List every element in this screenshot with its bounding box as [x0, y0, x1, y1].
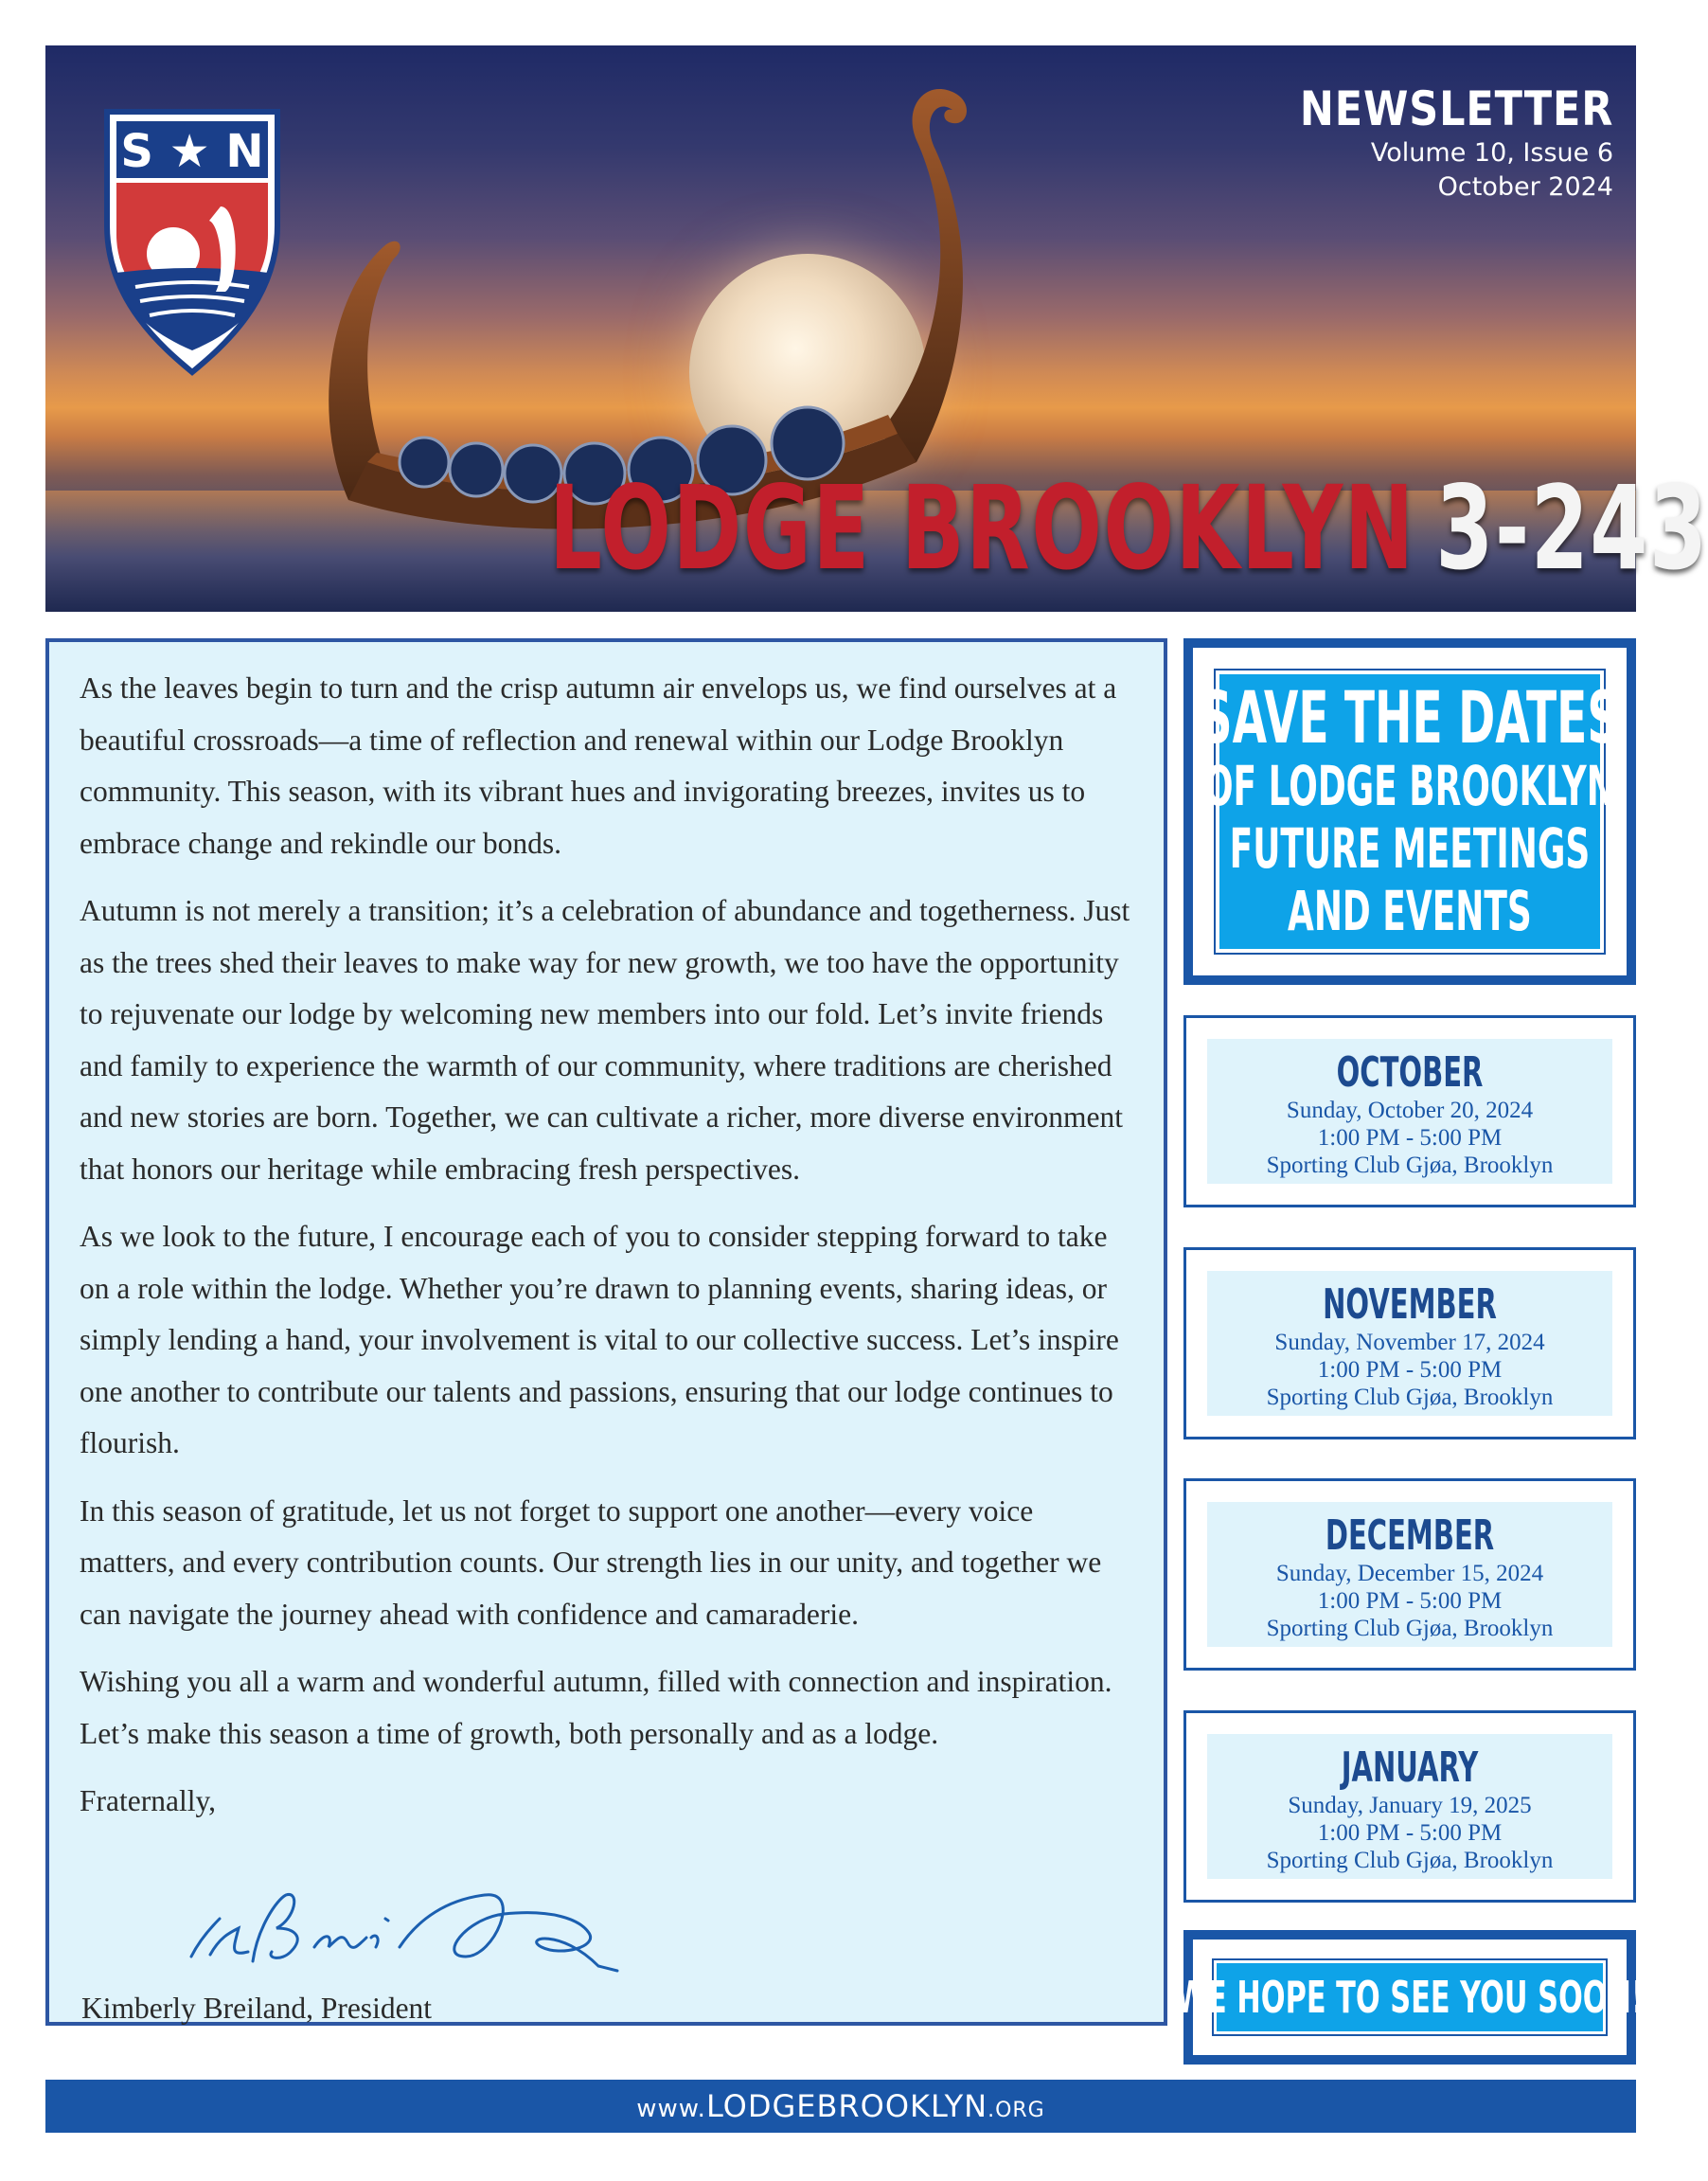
see-you-soon-panel	[1175, 1960, 1645, 2034]
footer-bar	[45, 2080, 1636, 2133]
event-card-october	[1183, 1015, 1636, 1207]
event-card-body	[1207, 1734, 1612, 1879]
event-date: Sunday, November 17, 2024	[1274, 1330, 1545, 1355]
lodge-title	[549, 453, 1708, 604]
save-the-dates-line: AND EVENTS	[1288, 879, 1532, 943]
sons-of-norway-logo	[98, 102, 287, 377]
save-the-dates-box	[1183, 638, 1636, 985]
event-month: OCTOBER	[1336, 1048, 1484, 1097]
save-the-dates-title: SAVE THE DATES	[1200, 675, 1620, 760]
signature-name: Kimberly Breiland, President	[81, 1992, 433, 2025]
event-time: 1:00 PM - 5:00 PM	[1317, 1588, 1503, 1614]
issue-date: October 2024	[1437, 172, 1613, 202]
president-letter	[45, 638, 1167, 2026]
letter-closing: Fraternally,	[80, 1784, 217, 1817]
event-card-november	[1183, 1247, 1636, 1439]
website-link[interactable]	[636, 2088, 1044, 2124]
event-place: Sporting Club Gjøa, Brooklyn	[1266, 1848, 1554, 1873]
signature-image	[182, 1881, 636, 1985]
letter-paragraph: In this season of gratitude, let us not forget to support one another—every voice matters, and every contribution counts. Our strength lies in our unity, and together we can navigate the journey ahead with confidence and camaraderie.	[80, 1493, 1102, 1631]
letter-paragraph: As we look to the future, I encourage each of you to consider stepping forward to take on a role within the lodge. Whether you’re drawn to planning events, sharing ideas, or simply lending a hand, your involvement is vital to our collective success. Let’s inspire one another to contribute our talents and passions, ensuring that our lodge continues to flourish.	[80, 1220, 1119, 1459]
event-date: Sunday, January 19, 2025	[1288, 1793, 1532, 1818]
event-date: Sunday, December 15, 2024	[1275, 1561, 1544, 1586]
letter-paragraph: Wishing you all a warm and wonderful autumn, filled with connection and inspiration. Let’s make this season a time of growth, both personally and as a lodge.	[80, 1665, 1112, 1750]
volume-issue: Volume 10, Issue 6	[1370, 138, 1613, 168]
event-month: NOVEMBER	[1323, 1280, 1497, 1329]
letter-paragraph: As the leaves begin to turn and the crisp autumn air envelops us, we find ourselves at a beautiful crossroads—a time of reflection and renewal within our Lodge Brooklyn community. This season, with its vibrant hues and invigorating breezes, invites us to embrace change and rekindle our bonds.	[80, 671, 1117, 860]
save-the-dates-line: OF LODGE BROOKLYN	[1204, 754, 1615, 818]
letter-paragraph: Autumn is not merely a transition; it’s a celebration of abundance and togetherness. Just as the trees shed their leaves to make way for new growth, we too have the opportunity to rejuvenate our lodge by welcoming new members into our fold. Let’s invite friends and family to experience the warmth of our community, where traditions are cherished and new stories are born. Together, we can cultivate a richer, more diverse environment that honors our heritage while embracing fresh perspectives.	[80, 894, 1130, 1186]
website-prefix: www.	[636, 2095, 706, 2123]
event-time: 1:00 PM - 5:00 PM	[1317, 1820, 1503, 1846]
event-time: 1:00 PM - 5:00 PM	[1317, 1357, 1503, 1383]
save-the-dates-line: FUTURE MEETINGS	[1229, 816, 1591, 881]
website-domain: LODGEBROOKLYN	[705, 2088, 988, 2124]
newsletter-heading	[1249, 81, 1613, 205]
see-you-soon-box	[1175, 1930, 1645, 2065]
event-place: Sporting Club Gjøa, Brooklyn	[1266, 1385, 1554, 1410]
see-you-soon-text: WE HOPE TO SEE YOU SOON!	[1175, 1972, 1645, 2023]
event-place: Sporting Club Gjøa, Brooklyn	[1266, 1616, 1554, 1641]
event-month: DECEMBER	[1325, 1511, 1495, 1560]
lodge-name-text: LODGE BROOKLYN	[549, 461, 1415, 596]
event-card-body	[1207, 1039, 1612, 1184]
event-date: Sunday, October 20, 2024	[1286, 1098, 1534, 1123]
event-time: 1:00 PM - 5:00 PM	[1317, 1125, 1503, 1151]
svg-text:S ★ N: S ★ N	[120, 125, 264, 178]
lodge-number: 3-243	[1435, 461, 1708, 596]
event-place: Sporting Club Gjøa, Brooklyn	[1266, 1153, 1554, 1178]
event-month: JANUARY	[1341, 1743, 1479, 1792]
event-card-body	[1207, 1271, 1612, 1416]
event-card-january	[1183, 1710, 1636, 1903]
website-tld: .ORG	[987, 2099, 1045, 2122]
save-the-dates-panel	[1200, 670, 1620, 953]
newsletter-label: NEWSLETTER	[1299, 81, 1613, 136]
event-card-body	[1207, 1502, 1612, 1647]
event-card-december	[1183, 1478, 1636, 1671]
header-banner	[45, 45, 1708, 612]
